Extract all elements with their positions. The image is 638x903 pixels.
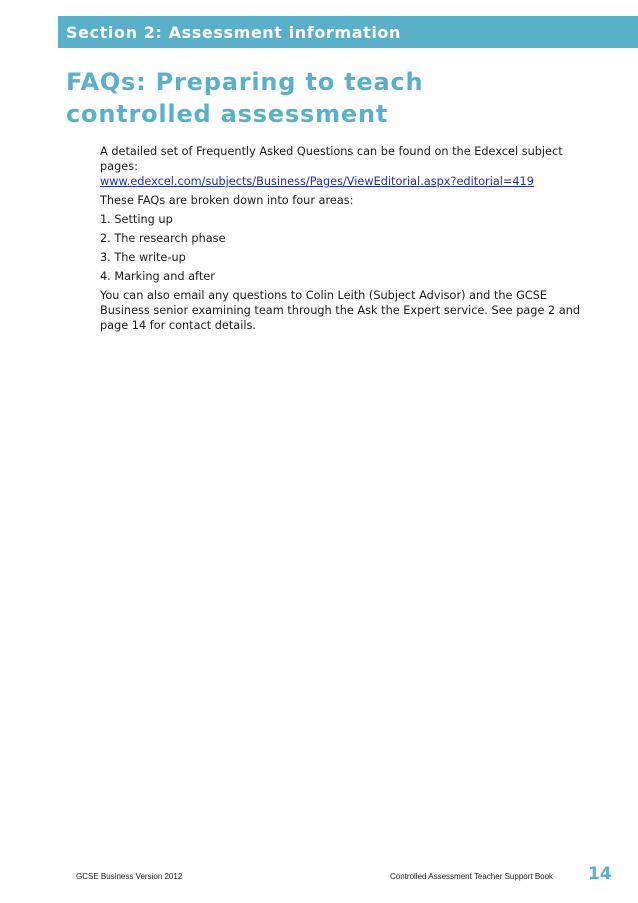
- list-item: 4. Marking and after: [100, 270, 215, 283]
- section-header-bar: [58, 16, 638, 48]
- page-title-line-2: controlled assessment: [66, 100, 389, 128]
- contact-paragraph: You can also email any questions to Colin Leith (Subject Advisor) and the GCSE Business senior examining team through the Ask the Expert service. See page 2 and page 14 for contact details.: [100, 289, 581, 332]
- footer-book-title: Controlled Assessment Teacher Support Book: [390, 872, 554, 881]
- page-title: [66, 66, 423, 130]
- body-content: [100, 144, 590, 337]
- footer-spec-label: GCSE Business Version 2012: [76, 872, 183, 881]
- list-item: 1. Setting up: [100, 213, 173, 226]
- page-title-line-1: FAQs: Preparing to teach: [66, 68, 424, 96]
- section-label: Section 2: Assessment information: [66, 23, 402, 42]
- areas-intro: These FAQs are broken down into four areas:: [100, 194, 354, 207]
- page-number: 14: [588, 864, 612, 884]
- intro-text: A detailed set of Frequently Asked Questions can be found on the Edexcel subject pages:: [100, 145, 563, 173]
- list-item: 3. The write-up: [100, 251, 186, 264]
- list-item: 2. The research phase: [100, 232, 226, 245]
- intro-paragraph: [100, 144, 590, 189]
- faq-link[interactable]: www.edexcel.com/subjects/Business/Pages/ViewEditorial.aspx?editorial=419: [100, 175, 534, 188]
